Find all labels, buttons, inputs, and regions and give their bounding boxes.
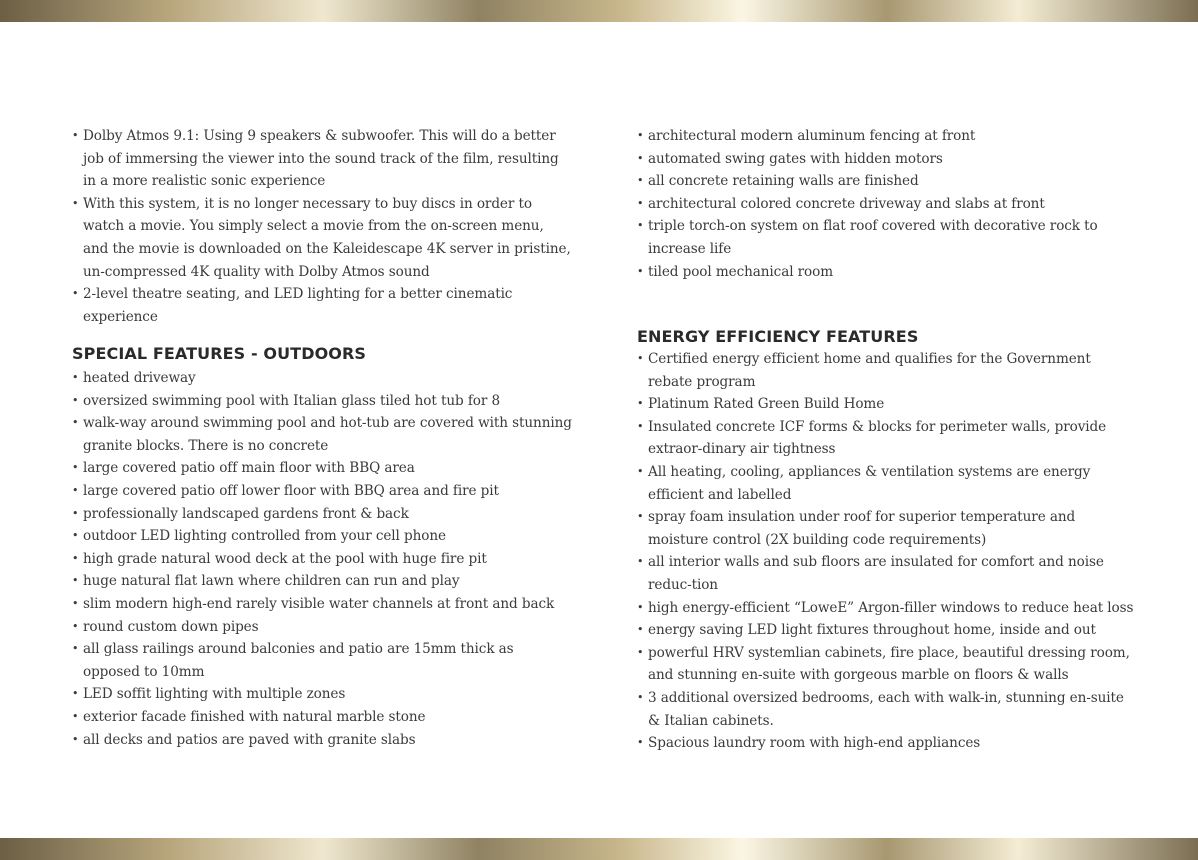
list-item: • 2-level theatre seating, and LED lighting for a better cinematic experience [72, 283, 572, 328]
list-item: • 3 additional oversized bedrooms, each with walk-in, stunning en-suite & Italian cabinets. [637, 687, 1137, 732]
list-item: • energy saving LED light fixtures throughout home, inside and out [637, 619, 1137, 642]
list-item: • Certified energy efficient home and qualifies for the Government rebate program [637, 348, 1137, 393]
outdoors-heading: SPECIAL FEATURES - OUTDOORS [72, 344, 367, 363]
list-item: • all glass railings around balconies and patio are 15mm thick as opposed to 10mm [72, 638, 572, 683]
outdoors-list [72, 367, 572, 751]
list-item: • high grade natural wood deck at the pool with huge fire pit [72, 548, 572, 571]
list-item: • powerful HRV systemlian cabinets, fire place, beautiful dressing room, and stunning en-suite with gorgeous marble on floors & walls [637, 642, 1137, 687]
top-gold-band [0, 0, 1198, 22]
list-item: • all interior walls and sub floors are insulated for comfort and noise reduc-tion [637, 551, 1137, 596]
list-item: • outdoor LED lighting controlled from your cell phone [72, 525, 572, 548]
list-item: • Dolby Atmos 9.1: Using 9 speakers & subwoofer. This will do a better job of immersing the viewer into the sound track of the film, resulting in a more realistic sonic experience [72, 125, 572, 193]
energy-list [637, 348, 1137, 755]
list-item: • With this system, it is no longer necessary to buy discs in order to watch a movie. You simply select a movie from the on-screen menu, and the movie is downloaded on the Kaleidescape 4K server in pristine, un-compressed 4K quality with Dolby Atmos sound [72, 193, 572, 283]
list-item: • Insulated concrete ICF forms & blocks for perimeter walls, provide extraor-dinary air tightness [637, 416, 1137, 461]
list-item: • triple torch-on system on flat roof covered with decorative rock to increase life [637, 215, 1137, 260]
list-item: • Platinum Rated Green Build Home [637, 393, 1137, 416]
list-item: • slim modern high-end rarely visible water channels at front and back [72, 593, 572, 616]
intro-list [72, 125, 572, 328]
list-item: • Spacious laundry room with high-end appliances [637, 732, 1137, 755]
list-item: • tiled pool mechanical room [637, 261, 1137, 284]
list-item: • all concrete retaining walls are finished [637, 170, 1137, 193]
list-item: • architectural colored concrete driveway and slabs at front [637, 193, 1137, 216]
list-item: • LED soffit lighting with multiple zones [72, 683, 572, 706]
list-item: • huge natural flat lawn where children can run and play [72, 570, 572, 593]
list-item: • large covered patio off lower floor with BBQ area and fire pit [72, 480, 572, 503]
list-item: • high energy-efficient “LoweE” Argon-filler windows to reduce heat loss [637, 597, 1137, 620]
list-item: • architectural modern aluminum fencing at front [637, 125, 1137, 148]
list-item: • oversized swimming pool with Italian glass tiled hot tub for 8 [72, 390, 572, 413]
list-item: • large covered patio off main floor with BBQ area [72, 457, 572, 480]
list-item: • All heating, cooling, appliances & ventilation systems are energy efficient and labelled [637, 461, 1137, 506]
bottom-gold-band [0, 838, 1198, 860]
list-item: • all decks and patios are paved with granite slabs [72, 729, 572, 752]
list-item: • heated driveway [72, 367, 572, 390]
list-item: • walk-way around swimming pool and hot-tub are covered with stunning granite blocks. There is no concrete [72, 412, 572, 457]
energy-heading: ENERGY EFFICIENCY FEATURES [637, 327, 919, 346]
list-item: • round custom down pipes [72, 616, 572, 639]
list-item: • automated swing gates with hidden motors [637, 148, 1137, 171]
list-item: • spray foam insulation under roof for superior temperature and moisture control (2X building code requirements) [637, 506, 1137, 551]
list-item: • exterior facade finished with natural marble stone [72, 706, 572, 729]
outdoor-continued-list [637, 125, 1137, 283]
list-item: • professionally landscaped gardens front & back [72, 503, 572, 526]
